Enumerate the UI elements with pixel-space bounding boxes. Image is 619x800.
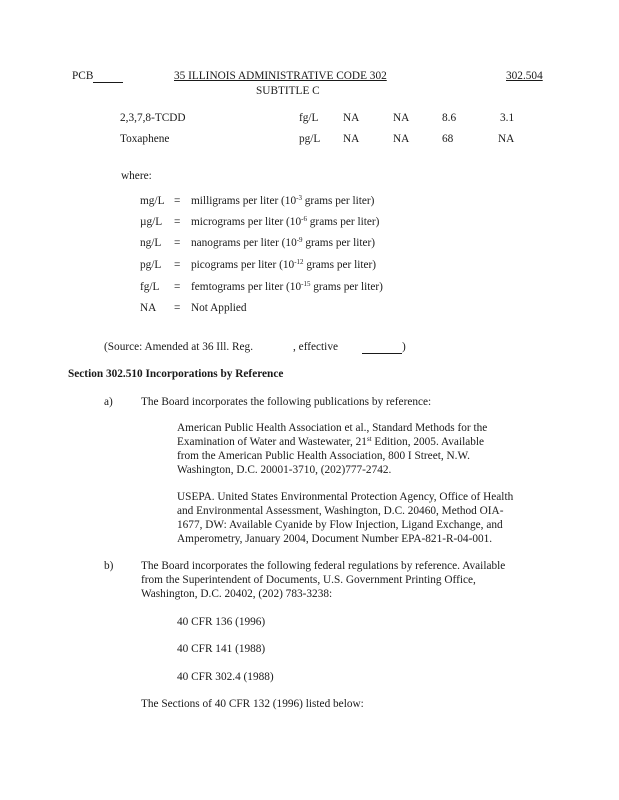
unit-description: femtograms per liter ($10^{-15}$ grams per liter) [191,280,383,293]
reference-line: USEPA. United States Environmental Protection Agency, Office of Health [177,491,514,503]
unit-description: Not Applied [191,302,247,314]
item-b-line: from the Superintendent of Documents, U.S. Government Printing Office, [141,574,476,586]
pcb-blank-line [93,72,123,83]
item-b-line: The Board incorporates the following federal regulations by reference. Available [141,560,506,572]
value-cell: NA [498,133,515,145]
chemical-name: Toxaphene [120,133,170,145]
header-pcb: PCB [72,70,123,83]
unit-abbr: µg/L [140,216,163,228]
unit-abbr: fg/L [140,281,160,293]
unit-abbr: mg/L [140,195,165,207]
cfr-citation: 40 CFR 136 (1996) [177,616,266,628]
value-cell: 68 [442,133,454,145]
item-a-text: The Board incorporates the following publications by reference: [141,396,432,408]
equals-sign: = [174,216,181,228]
item-a-label: a) [104,396,113,408]
source-note: (Source: Amended at 36 Ill. Reg. , effective ) [104,341,406,353]
chemical-name: 2,3,7,8-TCDD [120,112,186,124]
cfr-citation: 40 CFR 302.4 (1988) [177,671,274,683]
reference-line: Washington, D.C. 20001-3710, (202)777-2742. [177,464,392,476]
reference-line: Examination of Water and Wastewater, 21st Edition, 2005. Available [177,435,485,448]
unit-abbr: ng/L [140,237,162,249]
cfr-132-sections-text: The Sections of 40 CFR 132 (1996) listed below: [141,698,364,710]
value-cell: NA [343,133,360,145]
unit-description: nanograms per liter ($10^{-9}$ grams per liter) [191,236,376,249]
header-subtitle: SUBTITLE C [256,85,320,97]
cfr-citation: 40 CFR 141 (1988) [177,643,266,655]
reference-line: from the American Public Health Association, 800 I Street, N.W. [177,450,470,462]
unit-cell: fg/L [299,112,319,124]
unit-description: micrograms per liter ($10^{-6}$ grams per liter) [191,215,380,228]
item-b-line: Washington, D.C. 20402, (202) 783-3238: [141,588,333,600]
header-section-number: 302.504 [506,70,543,82]
value-cell: NA [393,133,410,145]
item-b-label: b) [104,560,114,572]
reference-line: American Public Health Association et al., Standard Methods for the [177,422,488,434]
value-cell: 3.1 [500,112,515,124]
header-title: 35 ILLINOIS ADMINISTRATIVE CODE 302 [174,70,387,82]
where-label: where: [121,170,152,182]
reference-line: 1677, DW: Available Cyanide by Flow Injection, Ligand Exchange, and [177,519,503,531]
equals-sign: = [174,259,181,271]
effective-date-blank [362,343,402,354]
equals-sign: = [174,195,181,207]
unit-description: milligrams per liter ($10^{-3}$ grams per liter) [191,194,375,207]
section-heading: Section 302.510 Incorporations by Reference [68,368,284,380]
value-cell: 8.6 [442,112,457,124]
unit-description: picograms per liter ($10^{-12}$ grams per liter) [191,258,377,271]
unit-cell: pg/L [299,133,321,145]
equals-sign: = [174,281,181,293]
equals-sign: = [174,237,181,249]
value-cell: NA [343,112,360,124]
equals-sign: = [174,302,181,314]
unit-abbr: pg/L [140,259,162,271]
reference-line: Amperometry, January 2004, Document Number EPA-821-R-04-001. [177,533,493,545]
unit-abbr: NA [140,302,157,314]
reference-line: and Environmental Assessment, Washington, D.C. 20460, Method OIA- [177,505,504,517]
value-cell: NA [393,112,410,124]
